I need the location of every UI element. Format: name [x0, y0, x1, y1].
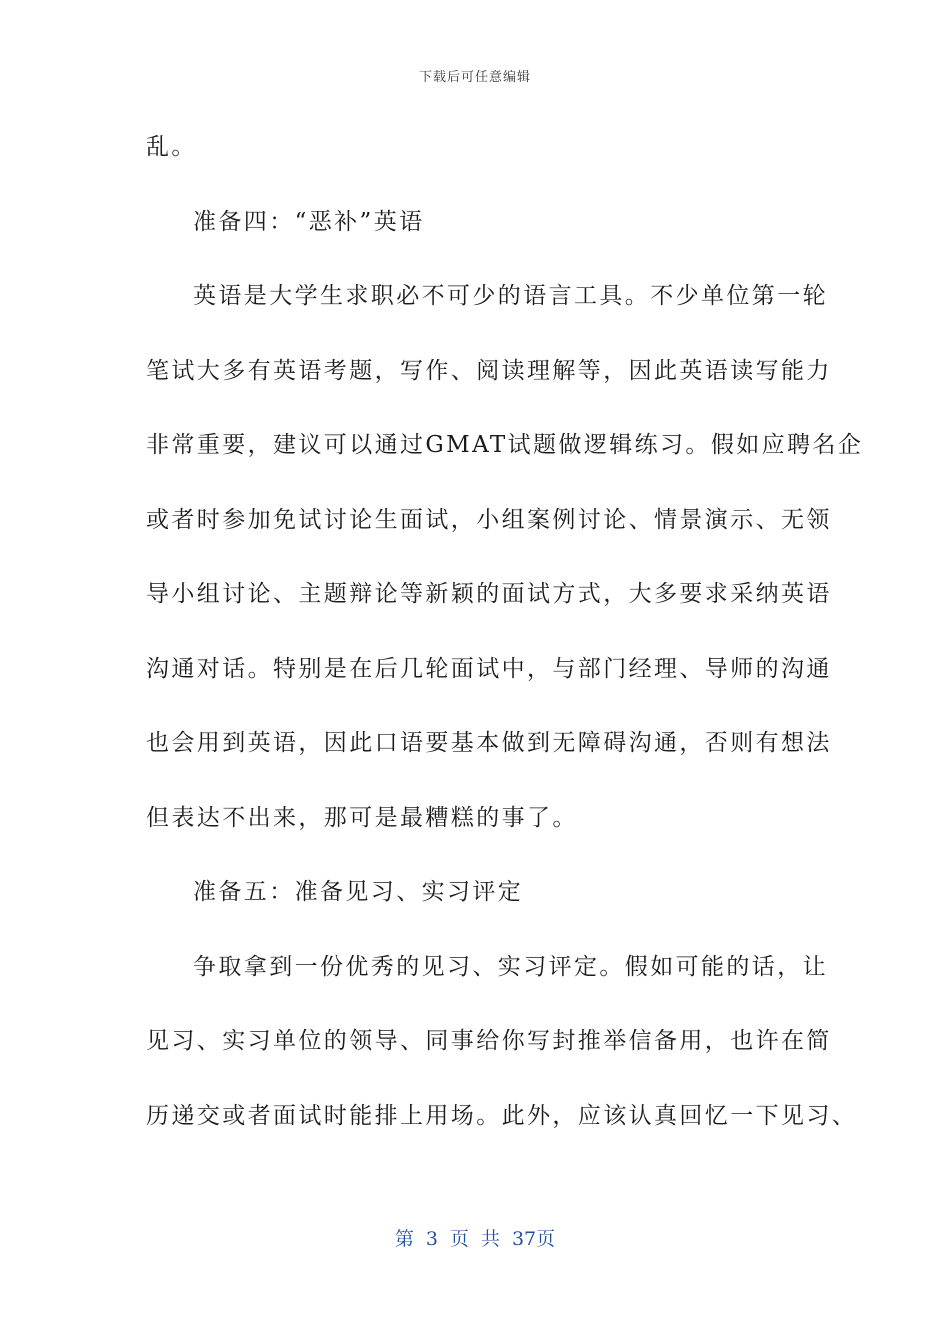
paragraph-line: 但表达不出来，那可是最糟糕的事了。: [146, 804, 578, 831]
paragraph-line: 也会用到英语，因此口语要基本做到无障碍沟通，否则有想法: [146, 730, 832, 756]
footer-total-pages: 37页: [511, 1228, 556, 1250]
paragraph-line: 英语是大学生求职必不可少的语言工具。不少单位第一轮: [193, 283, 828, 309]
paragraph-line-continuation: 乱。: [146, 134, 197, 160]
footer-page-label: 页: [449, 1228, 469, 1250]
page-header: 下载后可任意编辑: [418, 70, 531, 85]
section-heading-5: 准备五：准备见习、实习评定: [193, 879, 524, 905]
footer-page-number: 3: [425, 1228, 438, 1250]
page-footer: [0, 1224, 950, 1251]
paragraph-line: 或者时参加免试讨论生面试，小组案例讨论、情景演示、无领: [146, 506, 832, 533]
paragraph-line: 见习、实习单位的领导、同事给你写封推举信备用，也许在简: [146, 1028, 832, 1054]
paragraph-line: 笔试大多有英语考题，写作、阅读理解等，因此英语读写能力: [146, 357, 832, 384]
paragraph-line: 沟通对话。特别是在后几轮面试中，与部门经理、导师的沟通: [146, 655, 832, 682]
paragraph-line: 非常重要，建议可以通过GMAT试题做逻辑练习。假如应聘名企: [146, 432, 864, 458]
section-heading-4: 准备四：“恶补”英语: [193, 208, 425, 235]
footer-prefix: 第: [394, 1228, 414, 1250]
paragraph-line: 历递交或者面试时能排上用场。此外，应该认真回忆一下见习、: [146, 1102, 858, 1129]
document-body: [146, 120, 864, 1163]
footer-total-label: 共: [480, 1228, 500, 1250]
paragraph-line: 争取拿到一份优秀的见习、实习评定。假如可能的话，让: [193, 953, 828, 980]
paragraph-line: 导小组讨论、主题辩论等新颖的面试方式，大多要求采纳英语: [146, 581, 832, 607]
